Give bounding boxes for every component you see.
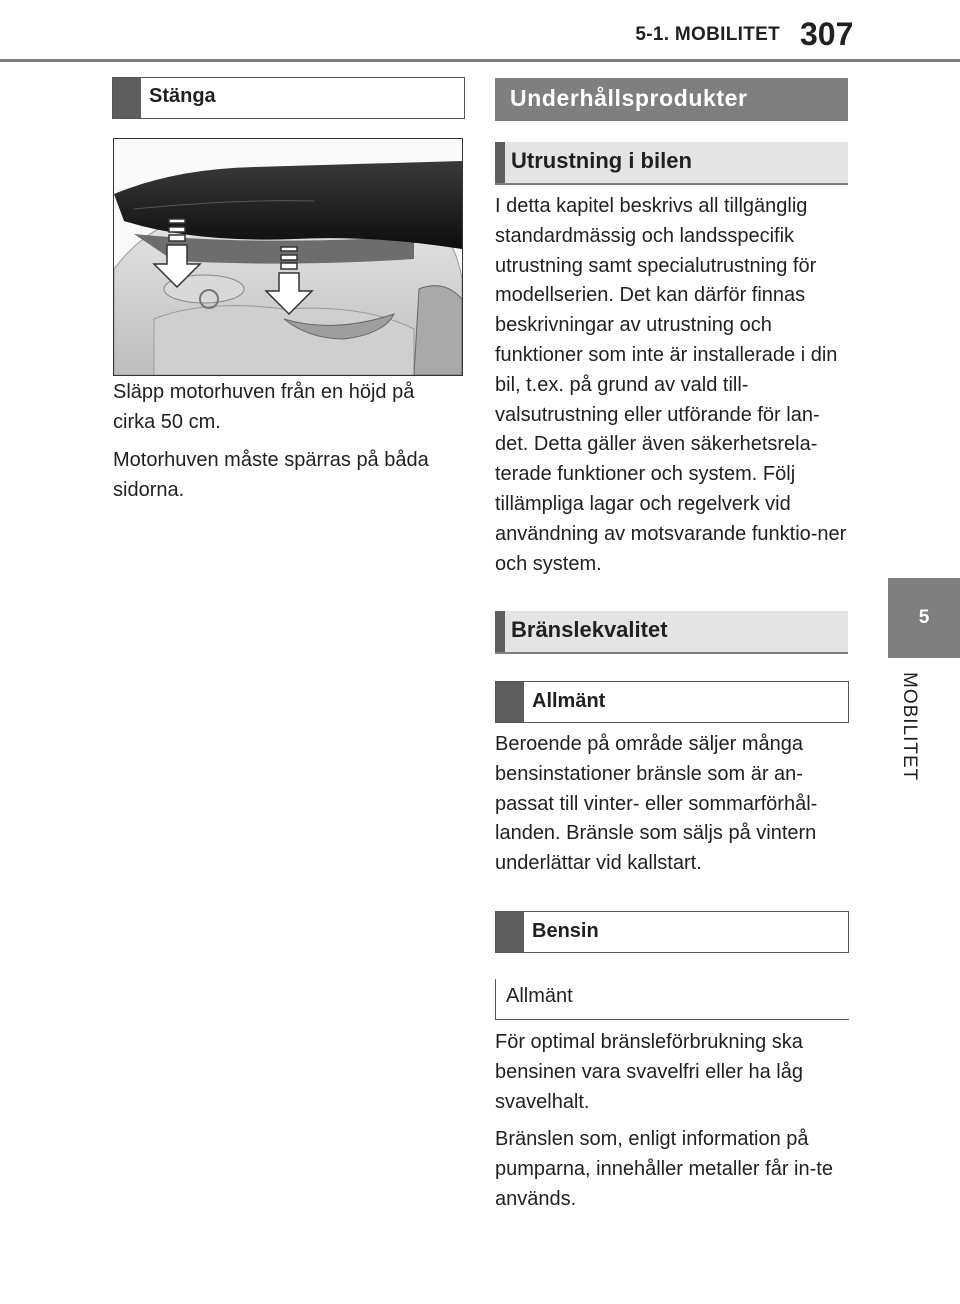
heading-stanga <box>112 77 465 119</box>
paragraph: Bränslen som, enligt information på pumparna, innehåller metaller får in-te används. <box>495 1128 833 1210</box>
heading-plain-text: Allmänt <box>506 985 573 1007</box>
car-hood-image <box>114 139 462 375</box>
heading-main-text: Underhållsprodukter <box>510 85 748 111</box>
heading-sub-text: Bränslekvalitet <box>511 617 668 642</box>
paragraph: För optimal bränsleförbrukning ska bensinen vara svavelfri eller ha låg svavelhalt. <box>495 1031 803 1113</box>
heading-stanga-text: Stänga <box>149 85 216 107</box>
paragraph: Motorhuven måste spärras på båda sidorna. <box>113 449 429 501</box>
heading-bensin-text: Bensin <box>532 920 599 942</box>
chapter-label <box>890 672 930 892</box>
paragraph: I detta kapitel beskrivs all tillgänglig standardmässig och landsspecifik utrustning samt specialutrustning för modellserien. Det kan därför finnas beskrivningar av utrustning och funktioner som inte är installerade i din bil, t.ex. på grund av vald till-valsutrustning eller utförande för lan-det. Detta gäller även säkerhetsrela-terade funktioner och system. Följ tillämpliga lagar och regelverk vid användning av motsvarande funktio-ner och system. <box>495 195 847 575</box>
header-rule <box>0 59 960 62</box>
heading-utrustning <box>495 142 848 185</box>
heading-branslekvalitet <box>495 611 848 654</box>
heading-bar <box>496 682 524 722</box>
heading-bar <box>113 78 141 118</box>
heading-bar <box>496 912 524 952</box>
chapter-label-text: MOBILITET <box>899 672 920 782</box>
paragraph: Beroende på område säljer många bensinstationer bränsle som är an-passat till vinter- eller sommarförhål-landen. Bränsle som säljs på vintern underlättar vid kallstart. <box>495 733 818 875</box>
heading-bar <box>495 142 505 183</box>
chapter-number: 5 <box>918 607 930 628</box>
heading-allmant-text: Allmänt <box>532 690 606 712</box>
hood-closing-illustration <box>113 138 463 376</box>
page-number: 307 <box>800 16 854 52</box>
heading-allmant-plain <box>495 979 849 1020</box>
chapter-tab[interactable] <box>888 578 960 658</box>
section-title: 5-1. MOBILITET <box>635 24 780 45</box>
heading-bensin <box>495 911 849 953</box>
heading-allmant <box>495 681 849 723</box>
heading-bar <box>495 611 505 652</box>
paragraph: Släpp motorhuven från en höjd på cirka 50 cm. <box>113 381 415 433</box>
heading-underhallsprodukter <box>495 78 848 121</box>
heading-sub-text: Utrustning i bilen <box>511 148 692 173</box>
